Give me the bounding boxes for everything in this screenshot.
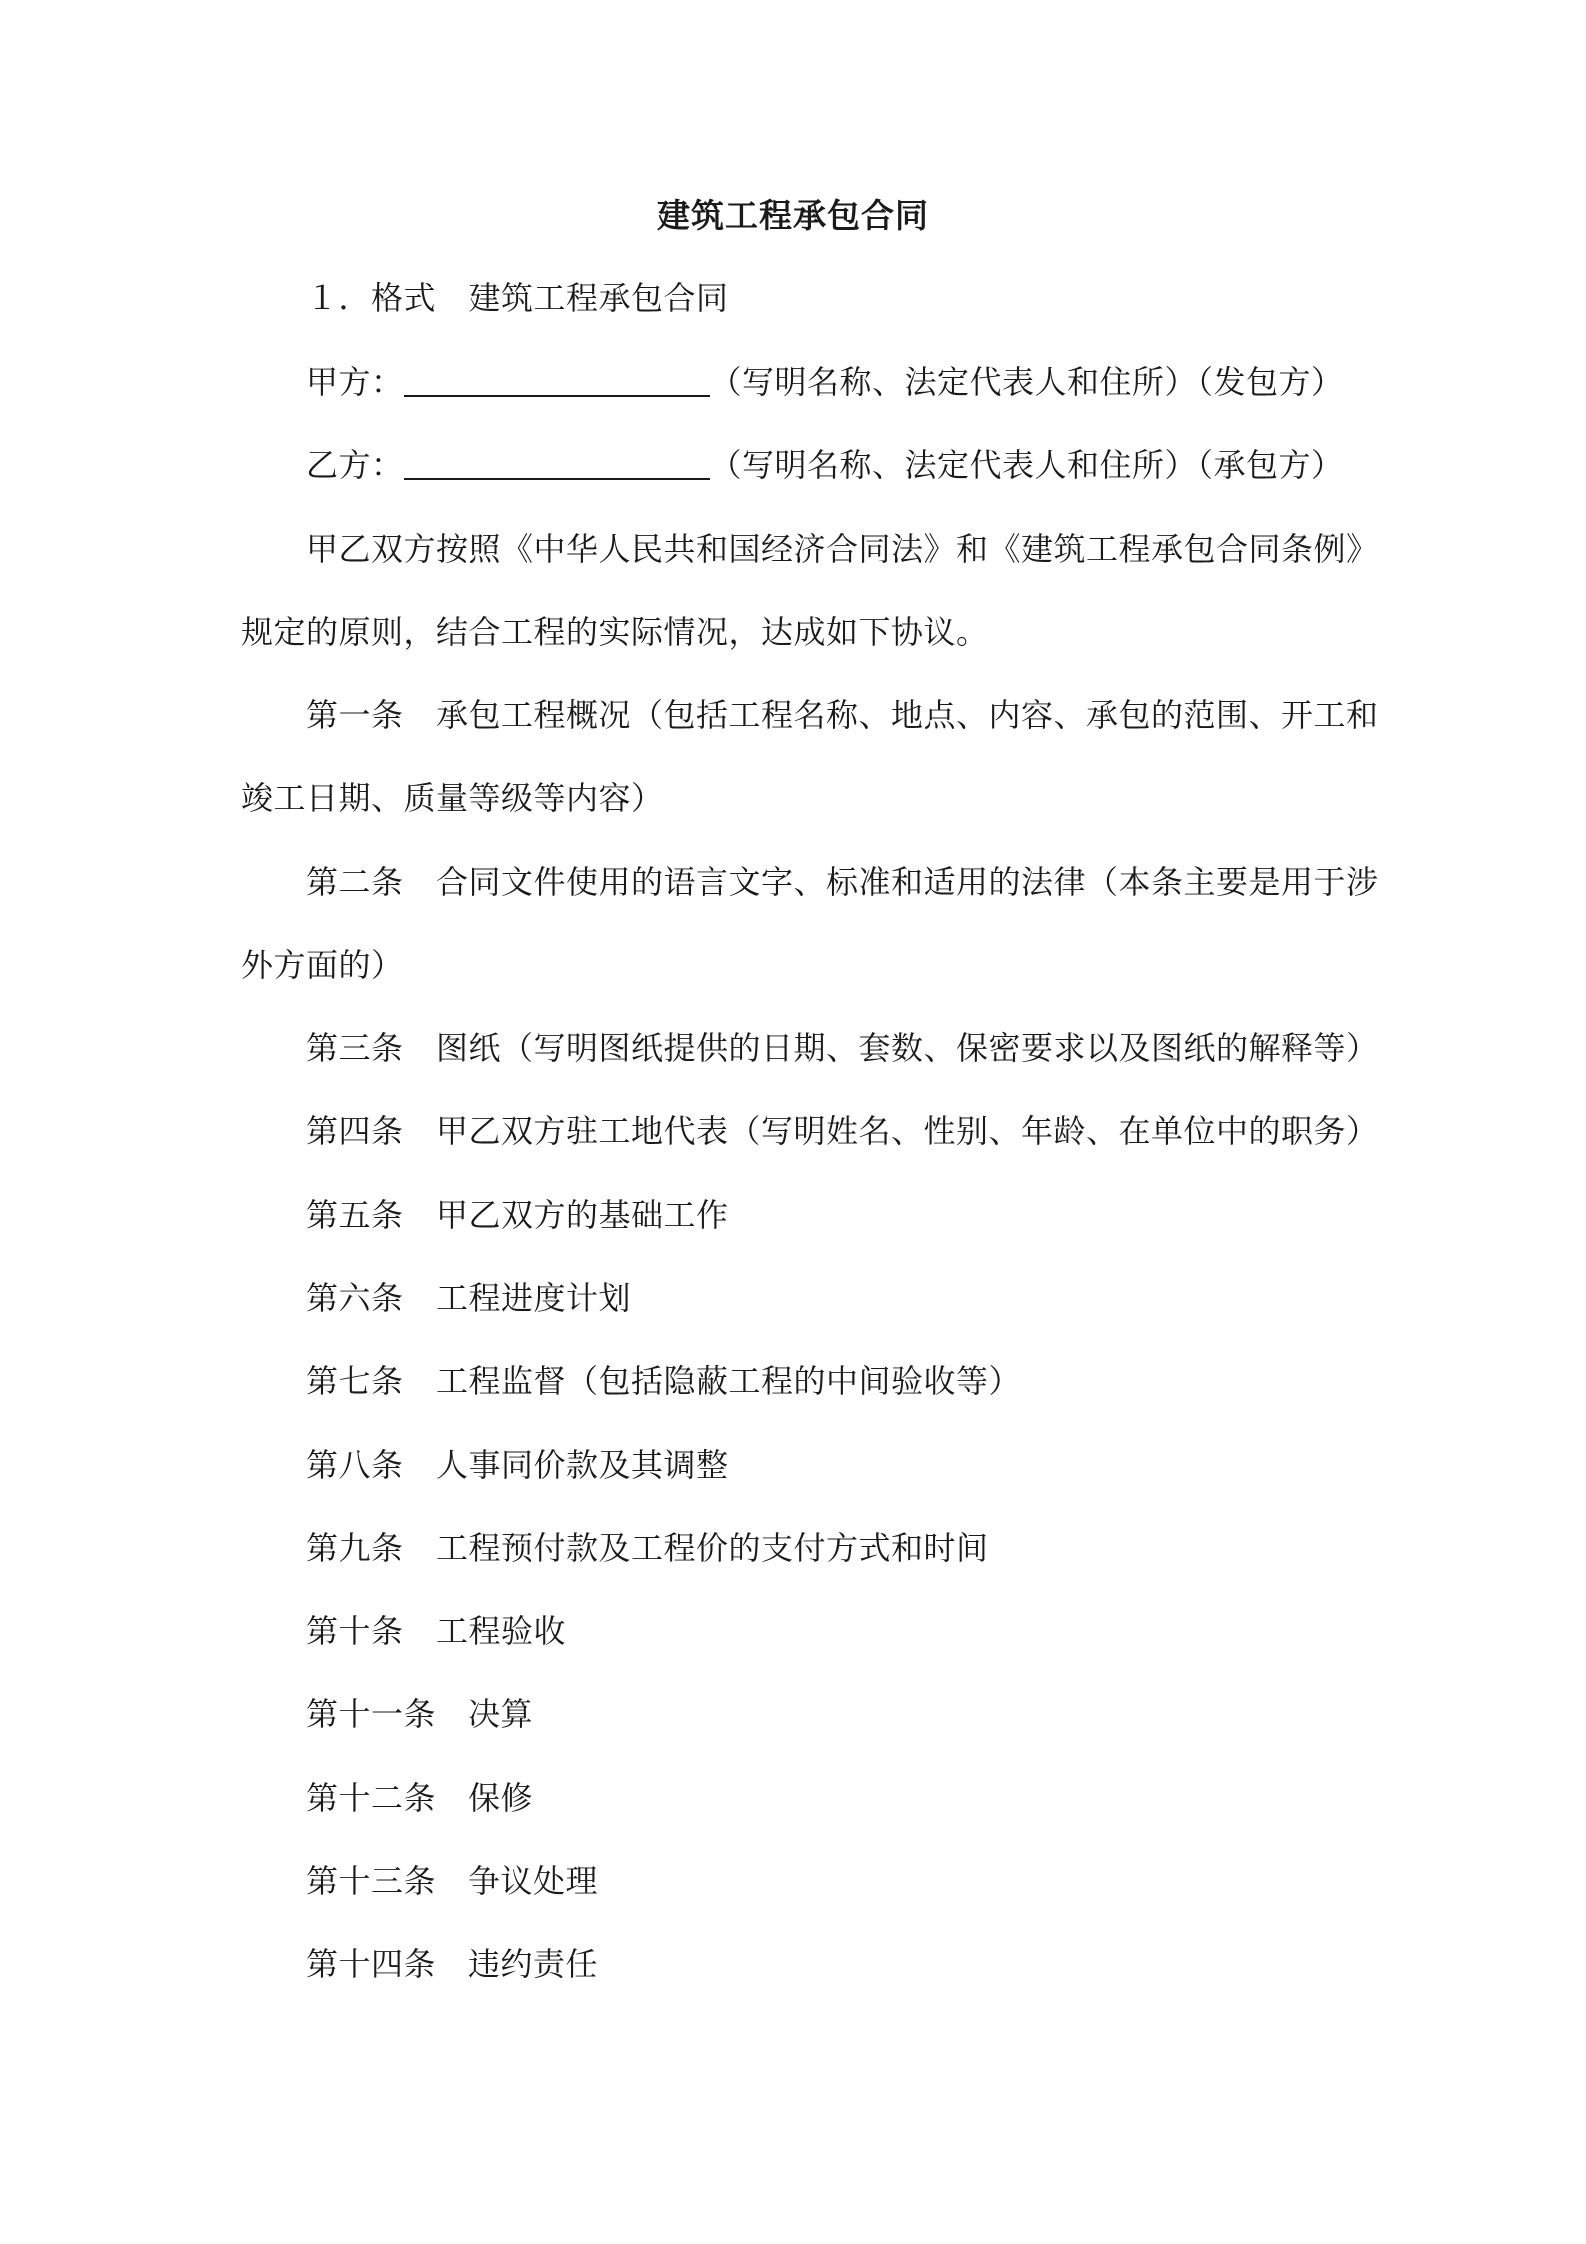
party-b-label: 乙方： [306,446,404,484]
format-line: １．格式 建筑工程承包合同 [306,279,729,317]
article-14 [306,1943,598,1985]
article-number: 第二条 [306,863,404,901]
article-7 [306,1360,1021,1402]
article-text: 甲乙双方驻工地代表（写明姓名、性别、年龄、在单位中的职务） [436,1112,1379,1150]
article-text: 工程监督（包括隐蔽工程的中间验收等） [436,1362,1022,1400]
article-number: 第十一条 [306,1695,437,1733]
article-number: 第五条 [306,1196,404,1234]
article-text: 合同文件使用的语言文字、标准和适用的法律（本条主要是用于涉 [436,863,1379,901]
article-5 [306,1194,729,1236]
article-1-continuation: 竣工日期、质量等级等内容） [241,779,664,817]
party-a-label: 甲方： [306,363,404,401]
article-number: 第四条 [306,1112,404,1150]
article-number: 第八条 [306,1446,404,1484]
article-2 [306,861,1379,903]
article-text: 甲乙双方的基础工作 [436,1196,729,1234]
article-2-continuation: 外方面的） [241,946,404,984]
article-3 [306,1027,1379,1069]
article-text: 违约责任 [468,1945,599,1983]
article-6 [306,1277,631,1319]
article-12 [306,1777,533,1819]
article-text: 决算 [468,1695,534,1733]
article-text: 工程进度计划 [436,1279,632,1317]
article-text: 争议处理 [468,1862,599,1900]
article-number: 第七条 [306,1362,404,1400]
preamble-line-2: 规定的原则，结合工程的实际情况，达成如下协议。 [241,613,989,651]
article-number: 第十条 [306,1612,404,1650]
article-number: 第十二条 [306,1779,437,1817]
article-text: 承包工程概况（包括工程名称、地点、内容、承包的范围、开工和 [436,696,1379,734]
party-b-line [306,444,1344,486]
article-text: 工程预付款及工程价的支付方式和时间 [436,1529,989,1567]
article-9 [306,1527,989,1569]
article-13 [306,1860,598,1902]
article-text: 工程验收 [436,1612,567,1650]
article-number: 第十三条 [306,1862,437,1900]
article-1 [306,694,1379,736]
article-4 [306,1110,1379,1152]
article-number: 第九条 [306,1529,404,1567]
article-number: 第六条 [306,1279,404,1317]
article-text: 图纸（写明图纸提供的日期、套数、保密要求以及图纸的解释等） [436,1029,1379,1067]
article-number: 第一条 [306,696,404,734]
article-text: 人事同价款及其调整 [436,1446,729,1484]
party-a-note: （写明名称、法定代表人和住所）（发包方） [709,363,1344,401]
party-a-blank-field[interactable] [404,365,710,397]
article-10 [306,1610,566,1652]
article-text: 保修 [468,1779,534,1817]
article-number: 第十四条 [306,1945,437,1983]
party-b-blank-field[interactable] [404,448,710,480]
article-8 [306,1444,729,1486]
document-title: 建筑工程承包合同 [657,196,929,235]
preamble-line-1: 甲乙双方按照《中华人民共和国经济合同法》和《建筑工程承包合同条例》 [306,530,1379,568]
party-b-note: （写明名称、法定代表人和住所）（承包方） [709,446,1344,484]
article-11 [306,1693,533,1735]
article-number: 第三条 [306,1029,404,1067]
party-a-line [306,361,1344,403]
